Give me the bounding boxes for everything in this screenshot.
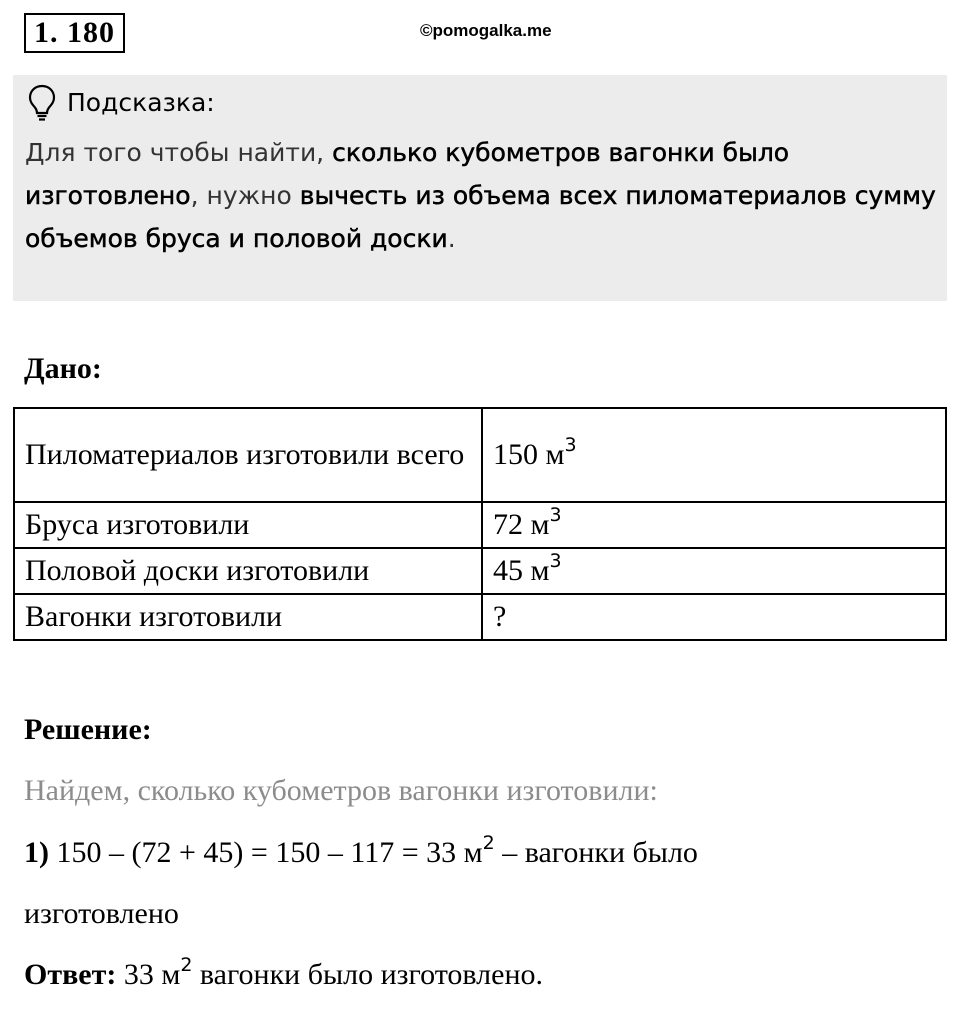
table-row (14, 548, 946, 594)
solution-step (24, 832, 698, 871)
hint-title-row (27, 83, 215, 123)
hint-text-part: . (447, 224, 456, 253)
watermark: ©pomogalka.me (420, 21, 552, 40)
table-row (14, 594, 946, 640)
step-tail: – вагонки было (494, 836, 698, 869)
hint-text-part: , нужно (190, 181, 300, 210)
table-cell-label: Половой доски изготовили (14, 548, 482, 594)
step-superscript: 2 (482, 832, 495, 854)
answer-tail: вагонки было изготовлено. (192, 958, 544, 991)
table-cell-value: ? (482, 594, 946, 640)
answer-superscript: 2 (180, 954, 193, 976)
hint-text-emphasis: сколько кубометров вагонки было изготовлено (25, 138, 790, 210)
hint-title: Подсказка: (67, 88, 215, 117)
table-cell-label: Вагонки изготовили (14, 594, 482, 640)
table-cell-value: 45 $м^3$ (482, 548, 946, 594)
answer-value: 33 м (116, 958, 181, 991)
table-cell-label: Бруса изготовили (14, 502, 482, 548)
table-cell-label: Пиломатериалов изготовили всего (14, 408, 482, 502)
hint-text-emphasis: вычесть из объема всех пиломатериалов сумму объемов бруса и половой доски (25, 181, 936, 253)
step-number: 1) (24, 836, 49, 869)
step-expression: 150 – (72 + 45) = 150 – 117 = 33 м (49, 836, 483, 869)
hint-text-part: Для того чтобы найти, (25, 138, 333, 167)
solution-step-continued: изготовлено (24, 897, 179, 930)
lightbulb-icon (27, 83, 57, 123)
hint-box (13, 75, 947, 301)
hint-text (25, 131, 940, 260)
table-row (14, 408, 946, 502)
problem-number: 1. 180 (24, 13, 125, 53)
answer-label: Ответ: (24, 958, 117, 991)
solution-intro: Найдем, сколько кубометров вагонки изготовили: (24, 774, 658, 807)
given-heading: Дано: (24, 352, 102, 385)
table-row (14, 502, 946, 548)
solution-heading: Решение: (24, 713, 152, 746)
table-cell-value: 150 $м^3$ (482, 408, 946, 502)
answer-line (24, 954, 544, 993)
table-cell-value: 72 $м^3$ (482, 502, 946, 548)
given-table (13, 407, 947, 641)
